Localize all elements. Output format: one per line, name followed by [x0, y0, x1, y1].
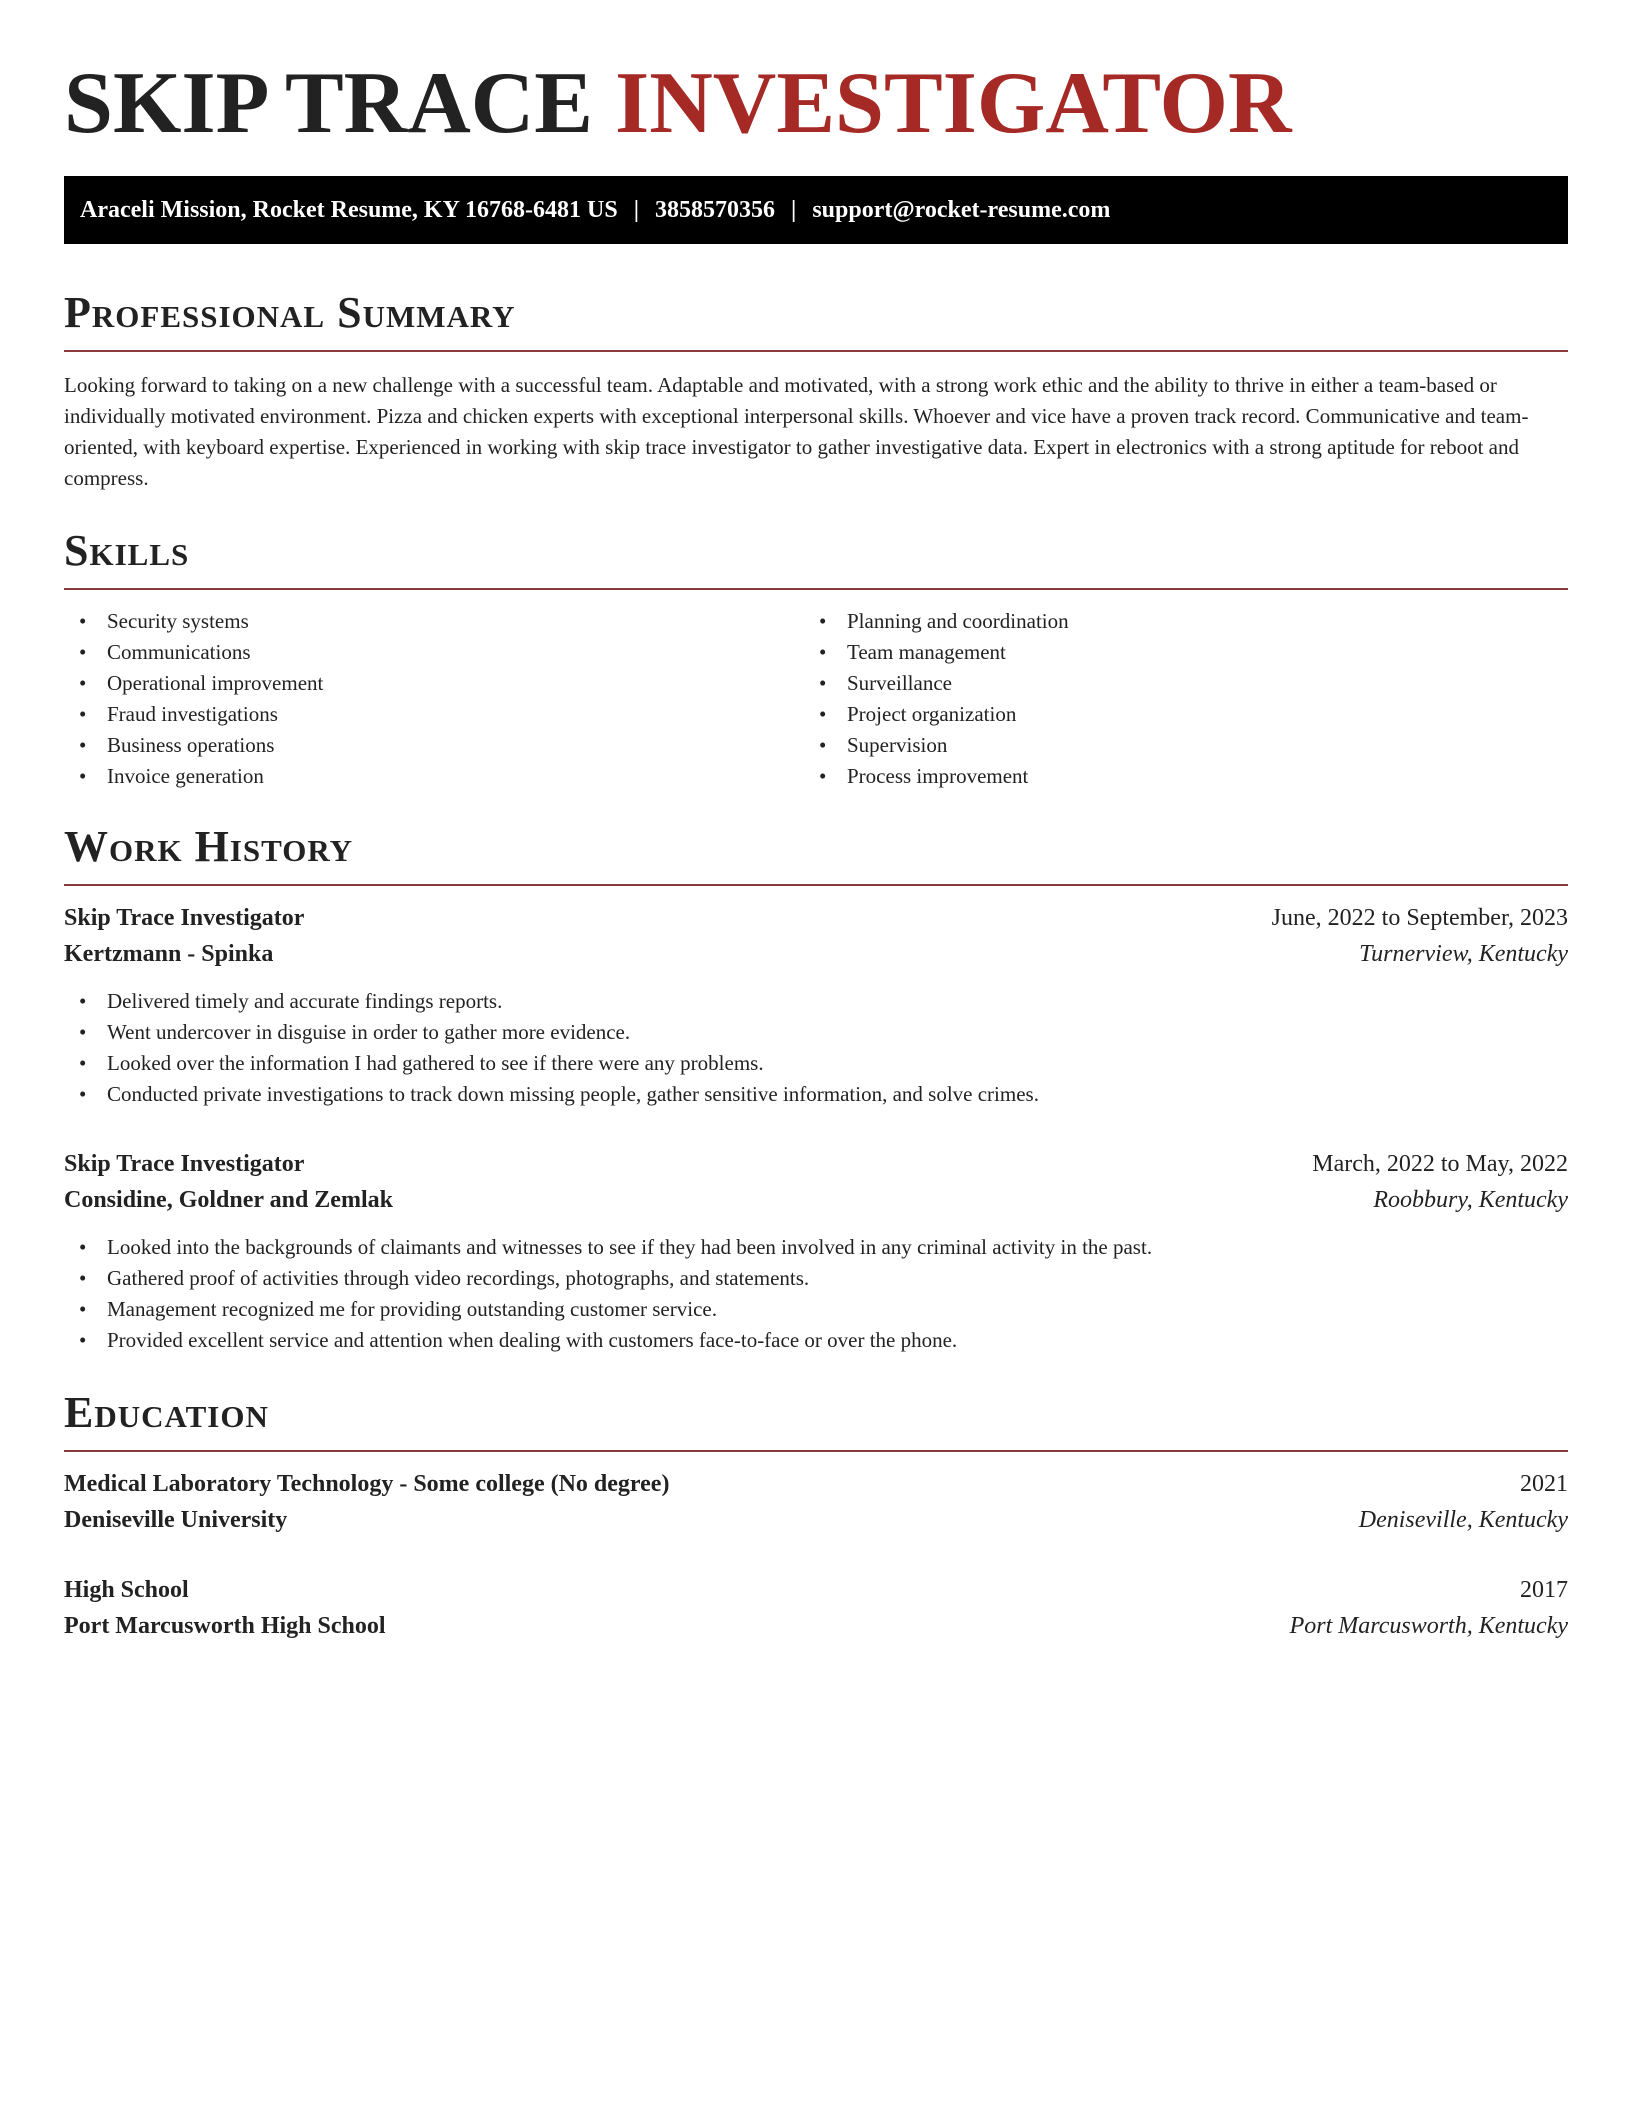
education-year: 2017: [1520, 1577, 1568, 1603]
skill-item: • Planning and coordination: [804, 606, 1544, 637]
contact-email: support@rocket-resume.com: [812, 196, 1111, 223]
job-title: Skip Trace Investigator: [64, 905, 305, 931]
education-entry: [64, 1574, 1568, 1642]
job-bullet: • Gathered proof of activities through video recordings, photographs, and statements.: [64, 1263, 1568, 1294]
job-location: Roobbury, Kentucky: [1373, 1187, 1568, 1213]
education-location: Port Marcusworth, Kentucky: [1289, 1613, 1568, 1639]
education-location: Deniseville, Kentucky: [1358, 1507, 1568, 1533]
education-section: [64, 1388, 1568, 1642]
skill-item: • Process improvement: [804, 761, 1544, 792]
job-entry: [64, 902, 1568, 1110]
job-title: Skip Trace Investigator: [64, 1151, 305, 1177]
job-bullets: [64, 1232, 1568, 1356]
job-bullets: [64, 986, 1568, 1110]
section-divider: [64, 1450, 1568, 1452]
job-company: Considine, Goldner and Zemlak: [64, 1187, 393, 1213]
title-second: INVESTIGATOR: [615, 55, 1292, 152]
skills-grid: [64, 606, 1568, 792]
contact-separator: |: [791, 196, 797, 223]
resume-title: [64, 0, 1568, 154]
skills-column-right: [804, 606, 1544, 792]
skill-item: • Security systems: [64, 606, 804, 637]
summary-section: [64, 288, 1568, 494]
job-entry: [64, 1148, 1568, 1356]
contact-phone: 3858570356: [655, 196, 776, 223]
job-bullet: • Looked into the backgrounds of claimants and witnesses to see if they had been involved in any criminal activity in the past.: [64, 1232, 1568, 1263]
job-dates: March, 2022 to May, 2022: [1312, 1151, 1568, 1177]
skill-item: • Fraud investigations: [64, 699, 804, 730]
section-divider: [64, 884, 1568, 886]
skill-item: • Project organization: [804, 699, 1544, 730]
skill-item: • Communications: [64, 637, 804, 668]
skills-heading: Skills: [64, 526, 190, 575]
skill-item: • Invoice generation: [64, 761, 804, 792]
skills-section: [64, 526, 1568, 792]
education-school: Port Marcusworth High School: [64, 1613, 386, 1639]
education-entry: [64, 1468, 1568, 1536]
work-history-heading: Work History: [64, 822, 354, 871]
job-bullet: • Went undercover in disguise in order to gather more evidence.: [64, 1017, 1568, 1048]
job-bullet: • Conducted private investigations to track down missing people, gather sensitive information, and solve crimes.: [64, 1079, 1568, 1110]
section-divider: [64, 350, 1568, 352]
summary-text: Looking forward to taking on a new challenge with a successful team. Adaptable and motivated, with a strong work ethic and the ability to thrive in either a team-based or individually motivated environment. Pizza and chicken experts with exceptional interpersonal skills. Whoever and vice have a proven track record. Communicative and team-oriented, with keyboard expertise. Experienced in working with skip trace investigator to gather investigative data. Expert in electronics with a strong aptitude for reboot and compress.: [64, 373, 1529, 490]
skill-item: • Surveillance: [804, 668, 1544, 699]
section-divider: [64, 588, 1568, 590]
job-bullet: • Management recognized me for providing outstanding customer service.: [64, 1294, 1568, 1325]
skills-column-left: [64, 606, 804, 792]
education-degree: Medical Laboratory Technology - Some college (No degree): [64, 1471, 670, 1497]
job-bullet: • Looked over the information I had gathered to see if there were any problems.: [64, 1048, 1568, 1079]
skill-item: • Business operations: [64, 730, 804, 761]
education-year: 2021: [1520, 1471, 1568, 1497]
job-dates: June, 2022 to September, 2023: [1271, 905, 1568, 931]
job-bullet: • Delivered timely and accurate findings reports.: [64, 986, 1568, 1017]
work-history-section: [64, 822, 1568, 1356]
job-company: Kertzmann - Spinka: [64, 941, 274, 967]
title-first: SKIP TRACE: [64, 55, 593, 152]
skill-item: • Operational improvement: [64, 668, 804, 699]
education-heading: Education: [64, 1388, 269, 1437]
summary-heading: Professional Summary: [64, 288, 516, 337]
education-degree: High School: [64, 1577, 189, 1603]
contact-bar: [64, 176, 1568, 244]
education-school: Deniseville University: [64, 1507, 288, 1533]
skill-item: • Team management: [804, 637, 1544, 668]
job-location: Turnerview, Kentucky: [1359, 941, 1568, 967]
contact-separator: |: [633, 196, 640, 223]
contact-address: Araceli Mission, Rocket Resume, KY 16768-6481 US: [80, 196, 618, 223]
skill-item: • Supervision: [804, 730, 1544, 761]
job-bullet: • Provided excellent service and attention when dealing with customers face-to-face or over the phone.: [64, 1325, 1568, 1356]
